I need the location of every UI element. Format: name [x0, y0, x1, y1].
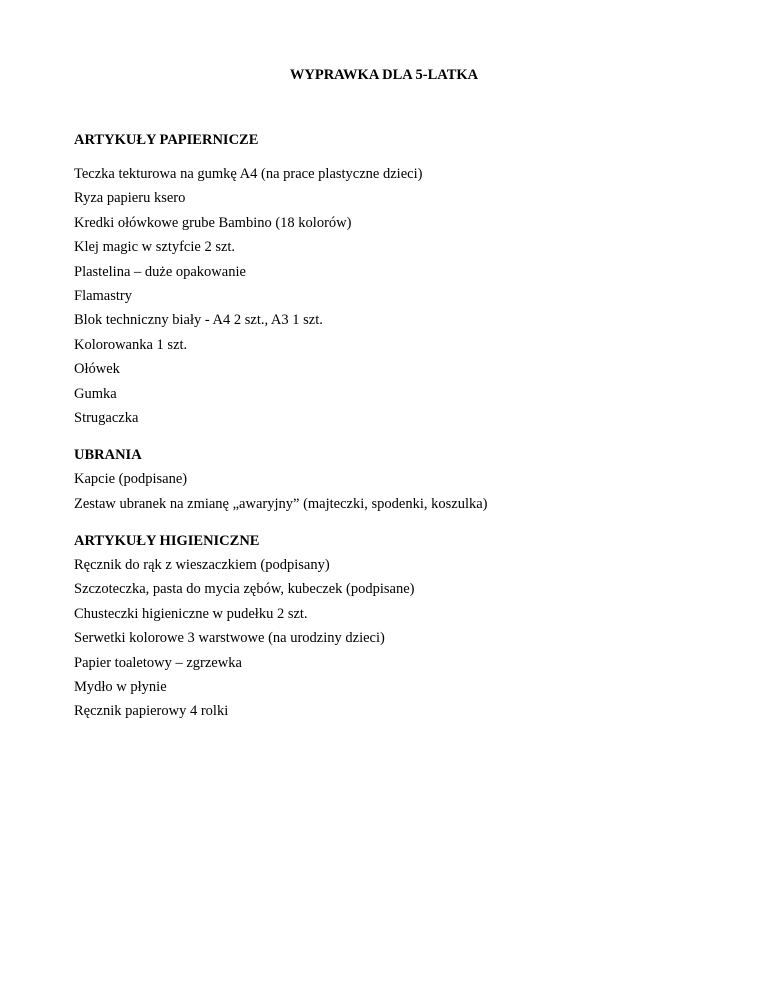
- list-item: Flamastry: [74, 287, 132, 304]
- section-clothing: [74, 446, 714, 513]
- list-item: Zestaw ubranek na zmianę „awaryjny” (majteczki, spodenki, koszulka): [74, 495, 488, 512]
- section-heading: ARTYKUŁY HIGIENICZNE: [74, 532, 260, 549]
- page-title: WYPRAWKA DLA 5-LATKA: [289, 67, 479, 83]
- list-item: Chusteczki higieniczne w pudełku 2 szt.: [74, 605, 308, 622]
- document-body: [74, 131, 714, 734]
- list-item: Serwetki kolorowe 3 warstwowe (na urodziny dzieci): [74, 630, 385, 647]
- list-item: Klej magic w sztyfcie 2 szt.: [74, 239, 236, 256]
- section-heading: UBRANIA: [74, 446, 142, 463]
- list-item: Mydło w płynie: [74, 679, 167, 696]
- list-item: Ręcznik papierowy 4 rolki: [74, 703, 229, 720]
- section-heading: ARTYKUŁY PAPIERNICZE: [74, 132, 259, 148]
- list-item: Ręcznik do rąk z wieszaczkiem (podpisany): [74, 557, 330, 574]
- list-item: Blok techniczny biały - A4 2 szt., A3 1 szt.: [74, 312, 323, 329]
- list-item: Kolorowanka 1 szt.: [74, 336, 188, 353]
- list-item: Gumka: [74, 385, 117, 402]
- section-stationery: [74, 131, 714, 427]
- list-item: Ryza papieru ksero: [74, 190, 186, 207]
- list-item: Kapcie (podpisane): [74, 471, 188, 488]
- list-item: Kredki ołówkowe grube Bambino (18 kolorów): [74, 214, 352, 231]
- list-item: Papier toaletowy – zgrzewka: [74, 654, 242, 671]
- section-hygiene: [74, 532, 714, 721]
- list-item: Strugaczka: [74, 409, 139, 426]
- list-item: Szczoteczka, pasta do mycia zębów, kubeczek (podpisane): [74, 581, 415, 598]
- list-item: Plastelina – duże opakowanie: [74, 263, 246, 280]
- list-item: Teczka tekturowa na gumkę A4 (na prace plastyczne dzieci): [74, 166, 423, 182]
- list-item: Ołówek: [74, 361, 120, 378]
